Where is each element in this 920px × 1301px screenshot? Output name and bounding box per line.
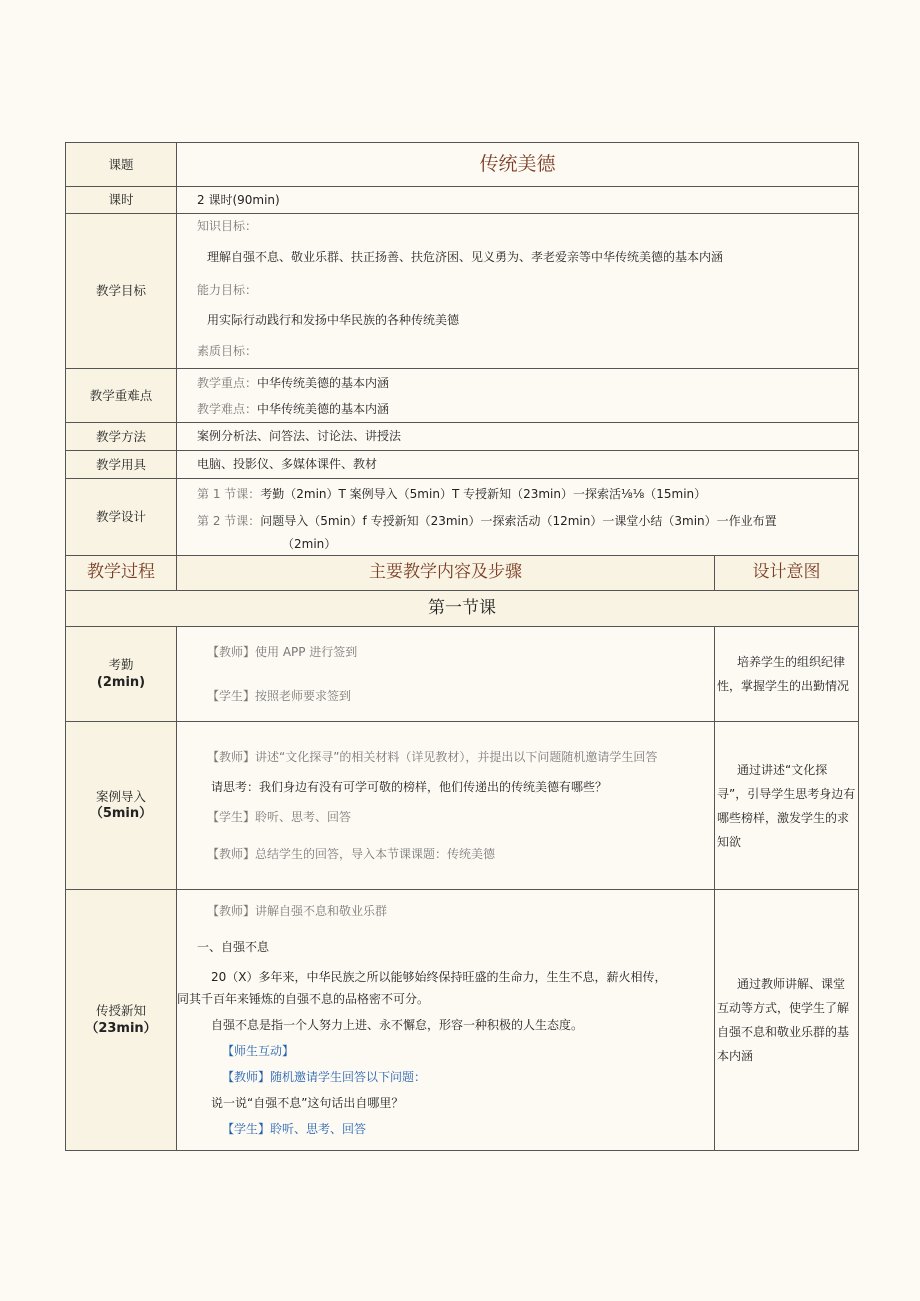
attendance-content [177,627,715,722]
process-col-header: 教学过程 [66,556,177,591]
new-paragraph-1a: 20（X）多年来，中华民族之所以能够始终保持旺盛的生命力，生生不息，薪火相传， [211,970,667,984]
lesson2-value-cont: （2min） [282,537,337,551]
goals-label: 教学目标 [66,214,177,369]
key-point-value: 中华传统美德的基本内涵 [257,376,390,390]
intro-intent: 通过讲述“文化探寻”，引导学生思考身边有哪些榜样，激发学生的求知欲 [715,722,859,890]
section-title: 第一节课 [66,591,859,627]
attendance-label: 考勤 [108,657,134,673]
intro-student: 【学生】聆听、思考、回答 [207,810,352,824]
new-content [177,890,715,1151]
topic-title: 传统美德 [177,143,859,187]
intent-col-header: 设计意图 [715,556,859,591]
new-heading: 一、自强不息 [197,940,270,954]
new-teacher-2: 【教师】随机邀请学生回答以下问题： [222,1070,427,1084]
attendance-label-cell [66,627,177,722]
topic-label: 课题 [66,143,177,187]
lesson2-value: 问题导入（5min）f 专授新知（23min）一探索活动（12min）一课堂小结（3min）一作业布置 [260,514,777,528]
intro-label-cell [66,722,177,890]
intro-teacher-1: 【教师】讲述“文化探寻”的相关材料（详见教材），并提出以下问题随机邀请学生回答 [207,750,658,764]
attendance-intent: 培养学生的组织纪律性，掌握学生的出勤情况 [715,627,859,722]
quality-goal-label: 素质目标： [197,344,258,358]
new-paragraph-2: 自强不息是指一个人努力上进、永不懈怠，形容一种积极的人生态度。 [211,1018,584,1032]
lesson-plan-table [65,142,859,1151]
keypoints-cell [177,369,859,423]
intro-question: 请思考：我们身边有没有可学可敬的榜样，他们传递出的传统美德有哪些？ [211,780,608,794]
content-col-header: 主要教学内容及步骤 [177,556,715,591]
lesson1-value: 考勤（2min）T 案例导入（5min）T 专授新知（23min）一探索活⅛⅛（15min） [260,487,707,501]
intro-time: （5min） [89,806,153,822]
tools-label: 教学用具 [66,451,177,479]
new-interaction: 【师生互动】 [222,1044,295,1058]
knowledge-goal: 理解自强不息、敬业乐群、扶正扬善、扶危济困、见义勇为、孝老爱亲等中华传统美德的基本内涵 [207,250,724,264]
new-intent: 通过教师讲解、课堂互动等方式，使学生了解自强不息和敬业乐群的基本内涵 [715,890,859,1151]
new-question: 说一说“自强不息”这句话出自哪里？ [211,1096,404,1110]
key-point [177,369,858,397]
new-label-cell [66,890,177,1151]
key-point-label: 教学重点： [197,376,258,390]
hours-label: 课时 [66,187,177,214]
method-value: 案例分析法、问答法、讨论法、讲授法 [177,423,859,451]
hard-point-value: 中华传统美德的基本内涵 [257,402,390,416]
knowledge-goal-label: 知识目标： [197,219,258,233]
goals-cell [177,214,859,369]
lesson1-label: 第 1 节课： [197,487,261,501]
lesson1-plan [177,482,858,506]
tools-value: 电脑、投影仪、多媒体课件、教材 [177,451,859,479]
hours-value: 2 课时(90min) [177,187,859,214]
hard-point-label: 教学难点： [197,402,258,416]
ability-goal-label: 能力目标： [197,283,258,297]
intro-teacher-2: 【教师】总结学生的回答，导入本节课课题：传统美德 [207,847,496,861]
intro-label: 案例导入 [95,788,146,804]
keypoints-label: 教学重难点 [66,369,177,423]
lesson2-label: 第 2 节课： [197,514,261,528]
design-label: 教学设计 [66,479,177,556]
attendance-teacher: 【教师】使用 APP 进行签到 [207,645,358,659]
intro-content [177,722,715,890]
new-student: 【学生】聆听、思考、回答 [222,1122,367,1136]
new-paragraph-1b: 同其千百年来锤炼的自强不息的品格密不可分。 [177,992,430,1006]
hard-point [177,397,858,422]
new-label: 传授新知 [95,1003,146,1019]
ability-goal: 用实际行动践行和发扬中华民族的各种传统美德 [207,313,460,327]
design-cell [177,479,859,556]
new-time: （23min） [85,1020,157,1036]
new-teacher-1: 【教师】讲解自强不息和敬业乐群 [207,904,388,918]
method-label: 教学方法 [66,423,177,451]
attendance-student: 【学生】按照老师要求签到 [207,689,352,703]
attendance-time: (2min) [96,674,146,690]
lesson2-plan [177,506,858,536]
